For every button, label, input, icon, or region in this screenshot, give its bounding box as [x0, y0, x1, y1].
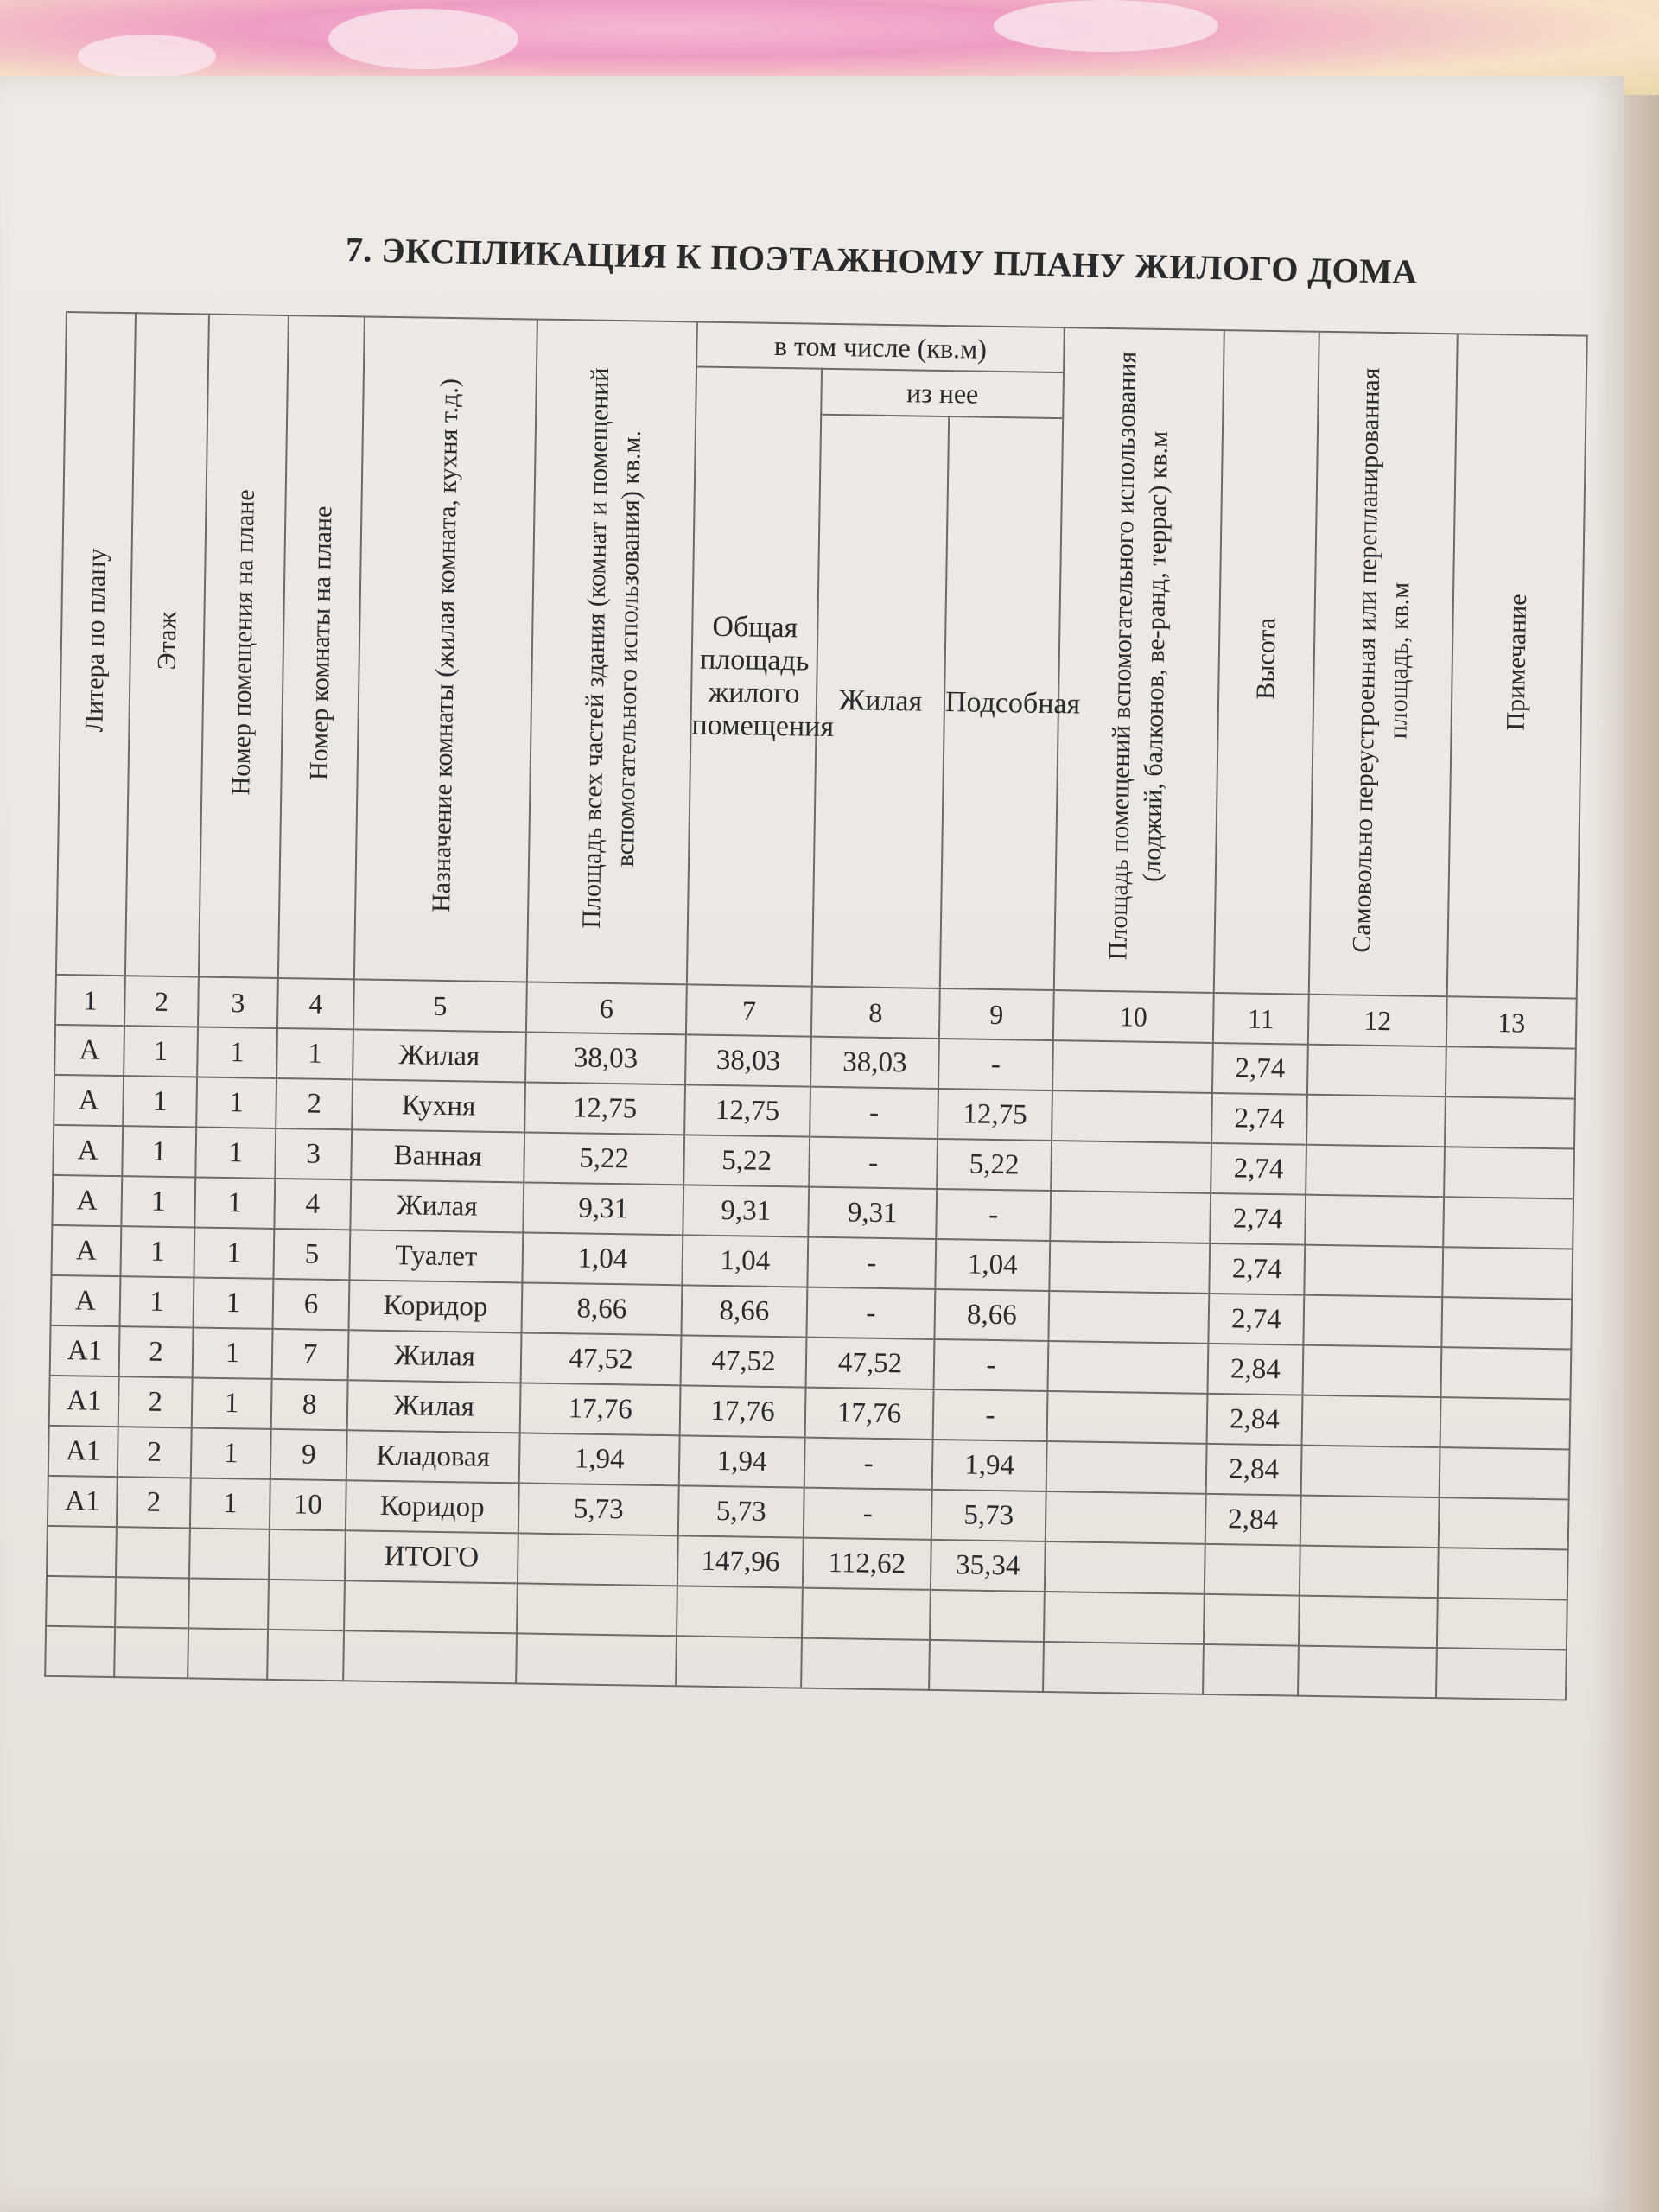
cell-vspom	[1047, 1391, 1208, 1444]
cell-nomer-pom: 1	[195, 1127, 276, 1178]
cell-podsobnaya: 8,66	[934, 1289, 1049, 1341]
cell-obshaya: 47,52	[681, 1335, 807, 1387]
cell-etazh: 1	[121, 1176, 195, 1227]
cell-naznach: Коридор	[346, 1480, 519, 1533]
cell-litera: А1	[50, 1325, 120, 1376]
cell-podsobnaya: 1,94	[932, 1440, 1047, 1491]
cell-nomer-komn: 10	[270, 1479, 346, 1530]
cell-obshaya: 17,76	[680, 1385, 806, 1437]
cell-litera: А	[51, 1225, 121, 1276]
cell-nomer-pom: 1	[196, 1077, 276, 1128]
cell-etazh: 2	[118, 1376, 193, 1427]
cell-ploshad: 17,76	[520, 1382, 681, 1435]
total-podsobnaya: 35,34	[931, 1540, 1046, 1592]
cell-samovolno	[1306, 1145, 1445, 1198]
cell-naznach: Ванная	[351, 1129, 524, 1182]
cell-vspom	[1049, 1241, 1210, 1294]
cell-vysota: 2,84	[1207, 1394, 1303, 1446]
cell-primechanie	[1444, 1147, 1574, 1198]
cell-naznach: Коридор	[349, 1280, 523, 1332]
cell-litera: А	[54, 1075, 124, 1126]
cell-vspom	[1046, 1441, 1207, 1494]
cell-podsobnaya: -	[938, 1039, 1053, 1090]
cell-vspom	[1052, 1090, 1212, 1143]
cell-nomer-komn: 3	[275, 1128, 352, 1179]
column-number: 8	[811, 987, 940, 1039]
cell-naznach: Жилая	[347, 1380, 521, 1433]
cell-podsobnaya: -	[936, 1189, 1051, 1241]
cell-nomer-pom: 1	[191, 1427, 271, 1478]
column-number: 3	[198, 977, 278, 1028]
cell-etazh: 1	[122, 1126, 196, 1177]
total-label: ИТОГО	[345, 1530, 518, 1583]
cell-litera: А	[52, 1175, 122, 1226]
cell-zhilaya: 17,76	[805, 1388, 934, 1440]
cell-naznach: Кухня	[352, 1079, 525, 1132]
cell-vysota: 2,74	[1208, 1294, 1304, 1345]
column-number: 4	[277, 978, 354, 1029]
header-ploshad-vseh: Площадь всех частей здания (комнат и помещений вспомогательного использования) кв.м.	[527, 320, 697, 985]
cell-samovolno	[1302, 1395, 1441, 1448]
cell-nomer-pom: 1	[194, 1227, 274, 1278]
cell-etazh: 1	[124, 1026, 198, 1077]
total-obshaya: 147,96	[677, 1535, 804, 1587]
cell-zhilaya: -	[810, 1087, 938, 1139]
cell-primechanie	[1446, 1046, 1576, 1098]
cell-obshaya: 38,03	[685, 1034, 811, 1086]
cell-naznach: Жилая	[353, 1029, 526, 1082]
cell-primechanie	[1439, 1497, 1569, 1549]
cell-zhilaya: -	[804, 1438, 933, 1490]
cell-primechanie	[1441, 1297, 1572, 1349]
total-zhilaya: 112,62	[803, 1538, 931, 1590]
cell-samovolno	[1303, 1295, 1442, 1348]
column-number: 9	[939, 988, 1054, 1040]
cell-ploshad: 47,52	[521, 1332, 682, 1385]
cell-podsobnaya: -	[934, 1339, 1049, 1391]
cell-litera: А	[53, 1125, 123, 1176]
cell-etazh: 1	[123, 1076, 197, 1127]
cell-nomer-pom: 1	[194, 1277, 274, 1328]
cell-podsobnaya: 12,75	[938, 1089, 1052, 1141]
cell-vysota: 2,74	[1211, 1143, 1306, 1195]
cell-zhilaya: -	[809, 1137, 938, 1189]
cell-podsobnaya: 5,22	[937, 1139, 1052, 1191]
header-nomer-komnaty: Номер комнаты на плане	[278, 315, 365, 979]
cell-etazh: 1	[120, 1226, 194, 1277]
cell-primechanie	[1440, 1447, 1570, 1499]
cell-zhilaya: -	[806, 1287, 935, 1339]
cell-zhilaya: -	[807, 1237, 936, 1289]
cell-litera: А1	[48, 1476, 118, 1527]
cell-primechanie	[1442, 1247, 1573, 1299]
header-v-tom-chisle: в том числе (кв.м)	[696, 321, 1065, 372]
cell-litera: А	[51, 1275, 121, 1326]
cell-nomer-komn: 5	[273, 1229, 350, 1280]
cell-vysota: 2,74	[1210, 1193, 1306, 1245]
cell-samovolno	[1301, 1446, 1440, 1498]
header-etazh: Этаж	[125, 313, 209, 976]
cell-obshaya: 9,31	[683, 1185, 809, 1236]
cell-samovolno	[1305, 1195, 1444, 1248]
cell-naznach: Жилая	[350, 1179, 524, 1232]
cell-ploshad: 8,66	[521, 1282, 682, 1335]
cell-primechanie	[1443, 1197, 1573, 1249]
header-nomer-pomescheniya: Номер помещения на плане	[199, 315, 289, 978]
cell-obshaya: 1,04	[682, 1235, 808, 1287]
header-naznachenie: Назначение комнаты (жилая комната, кухня т.д.)	[354, 316, 537, 982]
cell-naznach: Жилая	[348, 1330, 522, 1382]
column-number: 11	[1213, 993, 1309, 1045]
explication-table	[44, 311, 1588, 1700]
cell-vspom	[1050, 1191, 1211, 1243]
header-litera: Литера по плану	[56, 312, 136, 976]
cell-ploshad: 5,22	[524, 1132, 684, 1185]
cell-nomer-komn: 9	[270, 1429, 347, 1480]
cell-samovolno	[1300, 1496, 1440, 1548]
document-title: 7. ЭКСПЛИКАЦИЯ К ПОЭТАЖНОМУ ПЛАНУ ЖИЛОГО ДОМА	[345, 230, 1419, 291]
cell-primechanie	[1440, 1397, 1571, 1449]
cell-ploshad: 12,75	[524, 1082, 685, 1135]
cell-samovolno	[1307, 1045, 1446, 1097]
cell-zhilaya: 38,03	[810, 1037, 939, 1089]
cell-etazh: 1	[120, 1276, 194, 1327]
column-number: 1	[55, 975, 125, 1026]
column-number: 10	[1053, 990, 1214, 1043]
cell-samovolno	[1302, 1345, 1441, 1398]
cell-obshaya: 5,22	[683, 1135, 810, 1186]
header-vspomogatelnoe: Площадь помещений вспомогательного использования (лоджий, балконов, ве-ранд, террас) кв.м	[1054, 327, 1224, 993]
cell-zhilaya: -	[804, 1488, 932, 1540]
header-zhilaya: Жилая	[812, 415, 949, 988]
cell-nomer-pom: 1	[192, 1377, 272, 1428]
cell-podsobnaya: 1,04	[935, 1239, 1050, 1291]
cell-naznach: Кладовая	[346, 1430, 520, 1483]
cell-vspom	[1046, 1491, 1206, 1544]
cell-vysota: 2,84	[1207, 1344, 1303, 1395]
column-number: 6	[526, 982, 687, 1034]
cell-podsobnaya: 5,73	[931, 1490, 1046, 1541]
cell-obshaya: 1,94	[679, 1435, 805, 1487]
cell-nomer-komn: 1	[276, 1028, 353, 1079]
cell-nomer-komn: 2	[276, 1078, 353, 1129]
header-obshaya: Общая площадь жилого помещения	[687, 366, 822, 986]
cell-vspom	[1052, 1040, 1213, 1093]
cell-vysota: 2,74	[1212, 1043, 1308, 1095]
cell-nomer-komn: 8	[271, 1379, 348, 1430]
cell-litera: А1	[49, 1376, 119, 1427]
cell-etazh: 2	[118, 1427, 192, 1478]
cell-etazh: 2	[119, 1326, 194, 1377]
cell-nomer-komn: 4	[274, 1179, 351, 1230]
cell-vspom	[1051, 1141, 1211, 1193]
cell-nomer-komn: 6	[273, 1279, 350, 1330]
header-podsobnaya: Подсобная	[940, 416, 1063, 990]
cell-ploshad: 1,04	[522, 1232, 683, 1285]
cell-vysota: 2,74	[1209, 1243, 1305, 1295]
cell-ploshad: 1,94	[519, 1433, 680, 1485]
cell-nomer-pom: 1	[197, 1027, 277, 1078]
cell-litera: А1	[48, 1426, 118, 1477]
cell-nomer-pom: 1	[193, 1327, 273, 1378]
cell-etazh: 2	[117, 1477, 191, 1528]
cell-naznach: Туалет	[349, 1230, 523, 1282]
column-number: 5	[353, 979, 527, 1032]
cell-vysota: 2,84	[1206, 1444, 1302, 1496]
cell-obshaya: 8,66	[681, 1285, 807, 1337]
cell-litera: А	[54, 1025, 124, 1076]
column-number: 12	[1308, 995, 1447, 1047]
cell-vspom	[1048, 1341, 1209, 1394]
header-samovolno: Самовольно переустроенная или перепланированная площадь, кв.м	[1309, 332, 1458, 996]
cell-vspom	[1048, 1291, 1209, 1344]
column-number: 7	[686, 984, 812, 1036]
cell-zhilaya: 47,52	[806, 1338, 935, 1389]
cell-ploshad: 9,31	[523, 1182, 683, 1235]
cell-obshaya: 5,73	[678, 1485, 804, 1537]
cell-podsobnaya: -	[933, 1389, 1048, 1441]
column-number: 13	[1446, 996, 1577, 1048]
column-number: 2	[124, 976, 199, 1027]
header-primechanie: Примечание	[1447, 334, 1587, 998]
explication-table-wrap	[44, 311, 1586, 1700]
cell-vysota: 2,74	[1211, 1093, 1307, 1145]
header-iz-nee: из нее	[821, 369, 1064, 418]
header-vysota: Высота	[1214, 330, 1319, 995]
cell-samovolno	[1306, 1095, 1446, 1147]
cell-nomer-pom: 1	[194, 1177, 275, 1228]
cell-primechanie	[1440, 1347, 1571, 1399]
cell-ploshad: 5,73	[518, 1483, 679, 1535]
cell-nomer-komn: 7	[272, 1329, 349, 1380]
cell-obshaya: 12,75	[684, 1084, 810, 1136]
cell-samovolno	[1304, 1245, 1443, 1298]
cell-primechanie	[1445, 1096, 1575, 1148]
cell-zhilaya: 9,31	[808, 1187, 937, 1239]
cell-nomer-pom: 1	[190, 1478, 270, 1529]
cell-ploshad: 38,03	[525, 1032, 686, 1084]
cell-vysota: 2,84	[1205, 1494, 1301, 1546]
